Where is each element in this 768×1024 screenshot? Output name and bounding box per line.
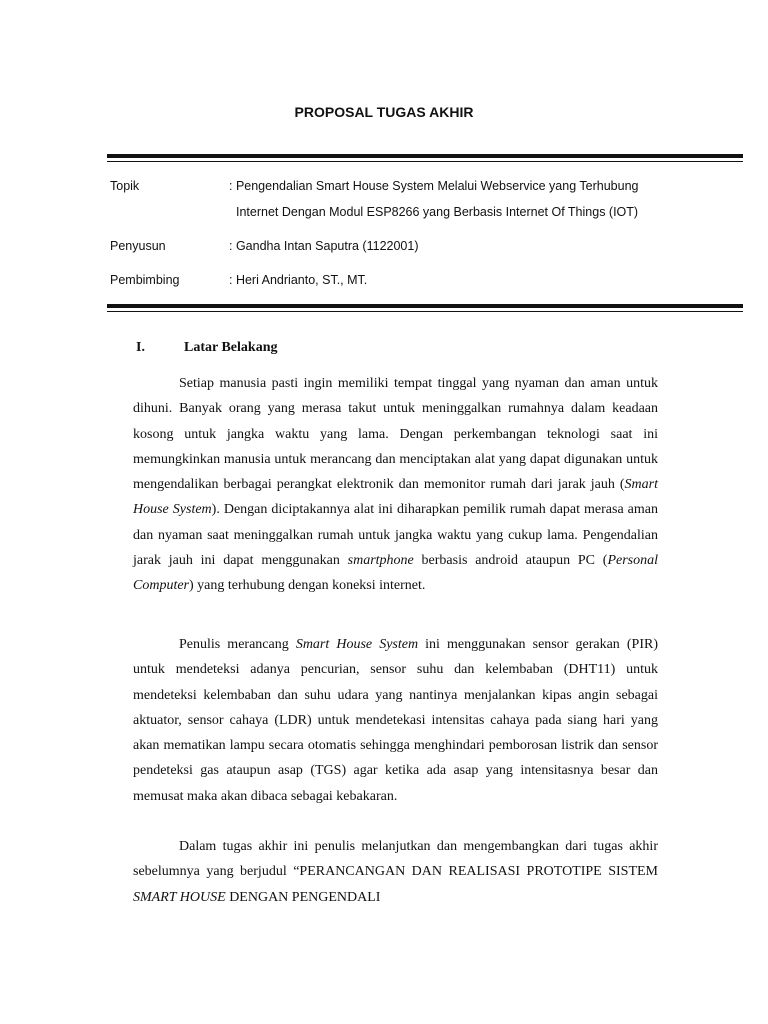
penyusun-label: Penyusun: [110, 239, 166, 253]
pembimbing-value: : Heri Andrianto, ST., MT.: [229, 273, 368, 287]
paragraph-2: Penulis merancang Smart House System ini menggunakan sensor gerakan (PIR) untuk mendeteksi adanya pencurian, sensor suhu dan kelembaban (DHT11) untuk mendeteksi kelembaban dan suhu udara yang nantinya menjalankan kipas angin sebagai aktuator, sensor cahaya (LDR) untuk mendetekasi intensitas cahaya pada siang hari yang akan mematikan lampu secara otomatis sehingga menghindari pemborosan listrik dan sensor pendeteksi gas ataupun asap (TGS) agar ketika ada asap yang intensitasnya besar dan memusat maka akan dibaca sebagai kebakaran.: [133, 637, 658, 804]
bottom-rule-thin: [107, 311, 743, 312]
section-title: Latar Belakang: [184, 340, 278, 355]
paragraph-3: Dalam tugas akhir ini penulis melanjutkan dan mengembangkan dari tugas akhir sebelumnya yang berjudul “PERANCANGAN DAN REALISASI PROTOTIPE SISTEM SMART HOUSE DENGAN PENGENDALI: [133, 839, 658, 905]
topik-value-line1: : Pengendalian Smart House System Melalui Webservice yang Terhubung: [229, 179, 639, 193]
penyusun-value: : Gandha Intan Saputra (1122001): [229, 239, 419, 253]
topik-label: Topik: [110, 179, 140, 193]
bottom-rule-thick: [107, 304, 743, 308]
document-title: PROPOSAL TUGAS AKHIR: [294, 104, 474, 120]
top-rule-thick: [107, 154, 743, 158]
pembimbing-label: Pembimbing: [110, 273, 180, 287]
top-rule-thin: [107, 161, 743, 162]
paragraph-1: Setiap manusia pasti ingin memiliki tempat tinggal yang nyaman dan aman untuk dihuni. Banyak orang yang merasa takut untuk meninggalkan rumahnya dalam keadaan kosong untuk jangka waktu yang lama. Dengan perkembangan teknologi saat ini memungkinkan manusia untuk merancang dan menciptakan alat yang dapat digunakan untuk mengendalikan berbagai perangkat elektronik dan memonitor rumah dari jarak jauh (Smart House System). Dengan diciptakannya alat ini diharapkan pemilik rumah dapat merasa aman dan nyaman saat meninggalkan rumah untuk jangka waktu yang cukup lama. Pengendalian jarak jauh ini dapat menggunakan smartphone berbasis android ataupun PC (Personal Computer) yang terhubung dengan koneksi internet.: [133, 376, 659, 594]
section-number: I.: [136, 340, 145, 355]
topik-value-line2: Internet Dengan Modul ESP8266 yang Berbasis Internet Of Things (IOT): [236, 205, 639, 219]
